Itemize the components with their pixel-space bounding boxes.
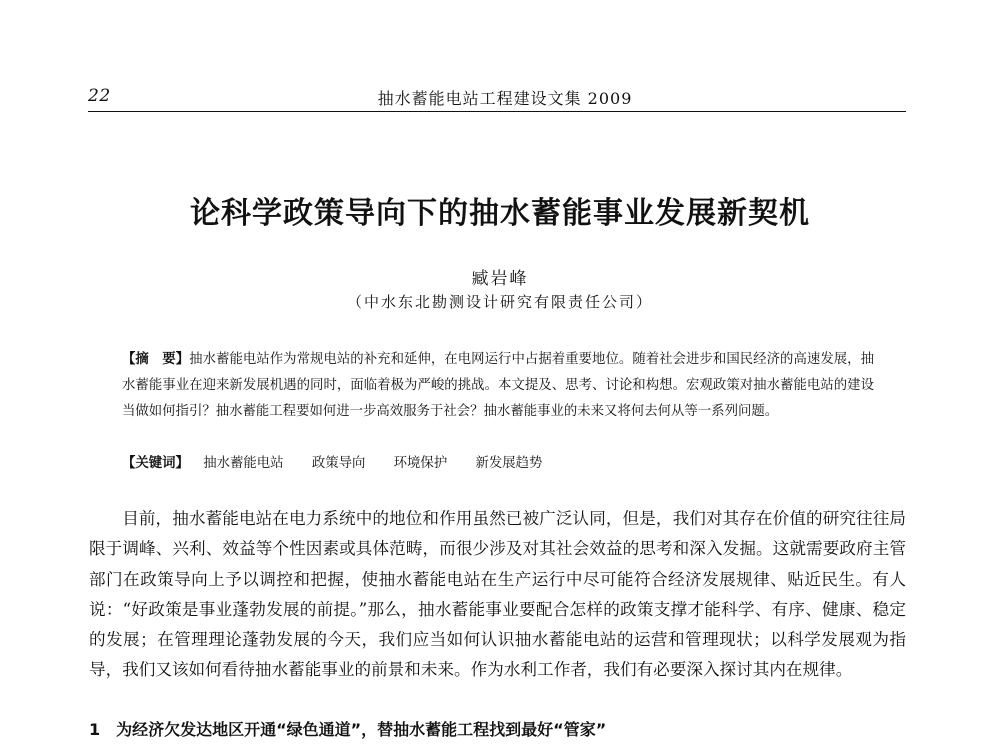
author-affiliation: （中水东北勘测设计研究有限责任公司） — [346, 293, 653, 311]
section-heading — [89, 717, 606, 740]
keyword-item: 抽水蓄能电站 — [203, 456, 284, 471]
keywords-label: 【关键词】 — [122, 456, 189, 471]
keyword-item: 政策导向 — [311, 456, 366, 471]
header-divider — [88, 111, 906, 112]
keyword-item: 环境保护 — [393, 456, 448, 471]
section-title: 为经济欠发达地区开通“绿色通道”，替抽水蓄能工程找到最好“管家” — [116, 720, 607, 739]
keyword-item: 新发展趋势 — [475, 456, 543, 471]
abstract-label: 【摘 要】 — [122, 352, 190, 367]
section-number: 1 — [89, 720, 101, 739]
body-paragraph: 目前，抽水蓄能电站在电力系统中的地位和作用虽然已被广泛认同，但是，我们对其存在价值的研究往往局限于调峰、兴利、效益等个性因素或具体范畴，而很少涉及对其社会效益的思考和深入发掘。这就需要政府主管部门在政策导向上予以调控和把握，使抽水蓄能电站在生产运行中尽可能符合经济发展规律、贴近民生。有人说：“好政策是事业蓬勃发展的前提。”那么，抽水蓄能事业要配合怎样的政策支撑才能科学、有序、健康、稳定的发展；在管理理论蓬勃发展的今天，我们应当如何认识抽水蓄能电站的运营和管理现状；以科学发展观为指导，我们又该如何看待抽水蓄能事业的前景和未来。作为水利工作者，我们有必要深入探讨其内在规律。 — [89, 509, 906, 680]
abstract — [122, 347, 874, 425]
abstract-text: 抽水蓄能电站作为常规电站的补充和延伸，在电网运行中占据着重要地位。随着社会进步和国民经济的高速发展，抽水蓄能事业在迎来新发展机遇的同时，面临着极为严峻的挑战。本文提及、思考、讨论和构想。宏观政策对抽水蓄能电站的建设当做如何指引？抽水蓄能工程要如何进一步高效服务于社会？抽水蓄能事业的未来又将何去何从等一系列问题。 — [122, 352, 875, 419]
article-title: 论科学政策导向下的抽水蓄能事业发展新契机 — [190, 196, 810, 231]
keywords — [122, 451, 874, 477]
running-header: 抽水蓄能电站工程建设文集 2009 — [377, 89, 633, 108]
author-name: 臧岩峰 — [471, 269, 529, 289]
page-number: 22 — [88, 86, 111, 106]
